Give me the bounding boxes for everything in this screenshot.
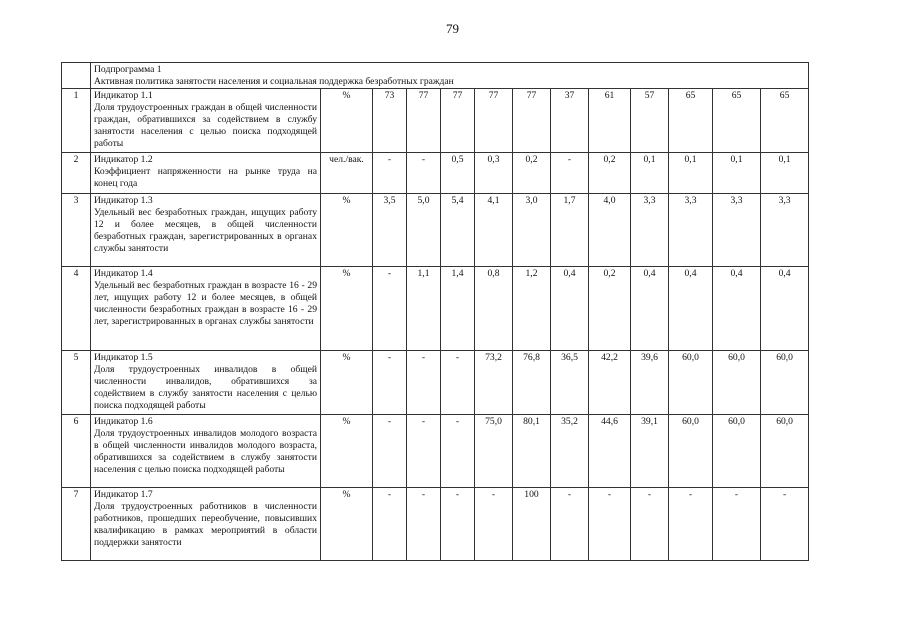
indicator-cell <box>91 153 321 194</box>
value-cell: 77 <box>407 89 441 153</box>
indicator-cell <box>91 488 321 561</box>
value-cell: 100 <box>513 488 551 561</box>
value-cell: 80,1 <box>513 415 551 488</box>
value-cell: 3,3 <box>631 194 669 267</box>
row-number-cell: 2 <box>62 153 91 194</box>
row-number-cell: 4 <box>62 267 91 351</box>
value-cell: 0,1 <box>669 153 713 194</box>
subprogram-title: Активная политика занятости населения и социальная поддержка безработных граждан <box>94 75 454 87</box>
value-cell: 75,0 <box>475 415 513 488</box>
value-cell: 0,3 <box>475 153 513 194</box>
value-cell: - <box>441 351 475 415</box>
value-cell: 1,2 <box>513 267 551 351</box>
value-cell: 65 <box>761 89 809 153</box>
row-number-cell: 3 <box>62 194 91 267</box>
table-row <box>62 194 809 267</box>
value-cell: 1,1 <box>407 267 441 351</box>
value-cell: - <box>589 488 631 561</box>
indicator-description: Удельный вес безработных граждан в возрасте 16 - 29 лет, ищущих работу 12 и более месяцев, в общей численности безработных граждан в возрасте 16 - 29 лет, зарегистрированных в органах службы занятости <box>94 280 317 327</box>
indicator-title: Индикатор 1.4 <box>94 268 153 279</box>
value-cell: 3,3 <box>761 194 809 267</box>
value-cell: 37 <box>551 89 589 153</box>
table-row <box>62 488 809 561</box>
value-cell: 77 <box>475 89 513 153</box>
indicator-cell <box>91 89 321 153</box>
value-cell: - <box>373 153 407 194</box>
value-cell: 5,4 <box>441 194 475 267</box>
value-cell: 0,4 <box>713 267 761 351</box>
indicator-description: Доля трудоустроенных работников в численности работников, прошедших переобучение, повысивших квалификацию в рамках мероприятий в области поддержки занятости <box>94 501 317 548</box>
indicator-cell <box>91 267 321 351</box>
indicator-description: Удельный вес безработных граждан, ищущих работу 12 и более месяцев, в общей численности безработных граждан, зарегистрированных в органах службы занятости <box>94 207 317 254</box>
value-cell: 3,3 <box>669 194 713 267</box>
table-row <box>62 415 809 488</box>
value-cell: 76,8 <box>513 351 551 415</box>
value-cell: 5,0 <box>407 194 441 267</box>
value-cell: 60,0 <box>713 415 761 488</box>
value-cell: 0,1 <box>761 153 809 194</box>
unit-cell: % <box>321 351 373 415</box>
value-cell: - <box>373 488 407 561</box>
indicator-title: Индикатор 1.2 <box>94 154 153 165</box>
indicators-table <box>61 62 809 561</box>
value-cell: 0,2 <box>589 267 631 351</box>
value-cell: - <box>407 351 441 415</box>
row-number-cell: 6 <box>62 415 91 488</box>
subprogram-header-cell <box>91 63 809 89</box>
value-cell: 77 <box>513 89 551 153</box>
value-cell: 65 <box>713 89 761 153</box>
value-cell: 3,0 <box>513 194 551 267</box>
indicator-title: Индикатор 1.5 <box>94 352 153 363</box>
value-cell: 0,2 <box>513 153 551 194</box>
value-cell: 60,0 <box>669 415 713 488</box>
value-cell: 57 <box>631 89 669 153</box>
value-cell: 61 <box>589 89 631 153</box>
value-cell: 60,0 <box>761 351 809 415</box>
value-cell: 35,2 <box>551 415 589 488</box>
value-cell: 3,3 <box>713 194 761 267</box>
row-number-cell: 7 <box>62 488 91 561</box>
unit-cell: % <box>321 89 373 153</box>
value-cell: 60,0 <box>713 351 761 415</box>
value-cell: 65 <box>669 89 713 153</box>
value-cell: 0,4 <box>631 267 669 351</box>
page-number: 79 <box>446 21 459 36</box>
value-cell: - <box>373 351 407 415</box>
unit-cell: % <box>321 415 373 488</box>
value-cell: 0,4 <box>551 267 589 351</box>
value-cell: - <box>407 153 441 194</box>
unit-cell: % <box>321 267 373 351</box>
value-cell: - <box>407 488 441 561</box>
indicator-title: Индикатор 1.6 <box>94 416 153 427</box>
unit-cell: чел./вак. <box>321 153 373 194</box>
indicator-title: Индикатор 1.1 <box>94 90 153 101</box>
value-cell: 0,4 <box>761 267 809 351</box>
row-number-cell: 5 <box>62 351 91 415</box>
value-cell: - <box>441 415 475 488</box>
indicator-description: Доля трудоустроенных инвалидов молодого возраста в общей численности инвалидов молодого возраста, обратившихся за содействием в службу занятости населения с целью поиска подходящей работы <box>94 428 317 475</box>
value-cell: 0,1 <box>631 153 669 194</box>
value-cell: 1,4 <box>441 267 475 351</box>
value-cell: 4,1 <box>475 194 513 267</box>
value-cell: 3,5 <box>373 194 407 267</box>
value-cell: - <box>669 488 713 561</box>
value-cell: 60,0 <box>761 415 809 488</box>
value-cell: - <box>373 267 407 351</box>
value-cell: 0,8 <box>475 267 513 351</box>
value-cell: - <box>761 488 809 561</box>
table-row <box>62 351 809 415</box>
value-cell: - <box>373 415 407 488</box>
value-cell: - <box>551 153 589 194</box>
table-row <box>62 153 809 194</box>
value-cell: 73 <box>373 89 407 153</box>
indicator-title: Индикатор 1.3 <box>94 195 153 206</box>
row-number-cell: 1 <box>62 89 91 153</box>
indicator-description: Доля трудоустроенных инвалидов в общей численности инвалидов, обратившихся за содействием в службу занятости населения с целью поиска подходящей работы <box>94 364 317 411</box>
value-cell: 36,5 <box>551 351 589 415</box>
value-cell: 44,6 <box>589 415 631 488</box>
table-row <box>62 89 809 153</box>
value-cell: - <box>407 415 441 488</box>
indicator-cell <box>91 415 321 488</box>
unit-cell: % <box>321 488 373 561</box>
indicator-cell <box>91 351 321 415</box>
value-cell: 1,7 <box>551 194 589 267</box>
header-num-cell <box>62 63 91 89</box>
value-cell: - <box>475 488 513 561</box>
subprogram-header-row <box>62 63 809 89</box>
indicator-description: Коэффициент напряженности на рынке труда на конец года <box>94 166 317 189</box>
value-cell: 39,6 <box>631 351 669 415</box>
value-cell: 0,2 <box>589 153 631 194</box>
value-cell: - <box>713 488 761 561</box>
value-cell: 0,1 <box>713 153 761 194</box>
value-cell: - <box>551 488 589 561</box>
value-cell: 39,1 <box>631 415 669 488</box>
unit-cell: % <box>321 194 373 267</box>
value-cell: 73,2 <box>475 351 513 415</box>
value-cell: - <box>631 488 669 561</box>
table-row <box>62 267 809 351</box>
subprogram-label: Подпрограмма 1 <box>94 64 162 75</box>
value-cell: 60,0 <box>669 351 713 415</box>
value-cell: - <box>441 488 475 561</box>
value-cell: 0,5 <box>441 153 475 194</box>
indicator-title: Индикатор 1.7 <box>94 489 153 500</box>
indicator-cell <box>91 194 321 267</box>
value-cell: 0,4 <box>669 267 713 351</box>
value-cell: 77 <box>441 89 475 153</box>
value-cell: 4,0 <box>589 194 631 267</box>
indicator-description: Доля трудоустроенных граждан в общей численности граждан, обратившихся за содействием в службу занятости населения с целью поиска подходящей работы <box>94 102 317 149</box>
value-cell: 42,2 <box>589 351 631 415</box>
